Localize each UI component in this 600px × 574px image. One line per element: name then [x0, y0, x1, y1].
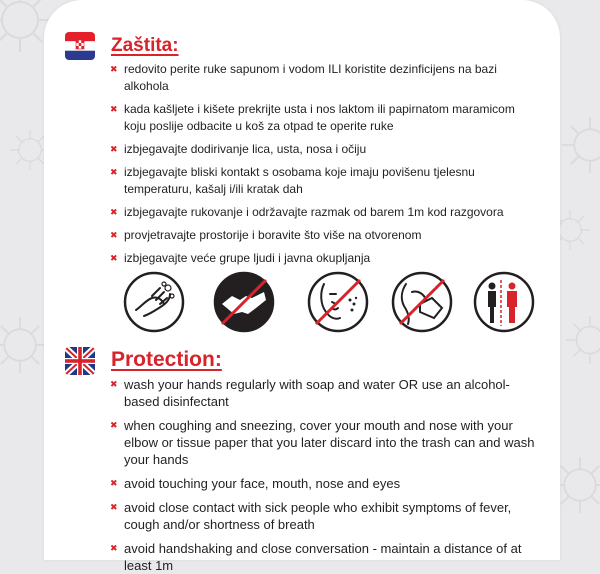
bullet-icon: ✖ [110, 204, 118, 221]
list-item: ✖ avoid handshaking and close conversation - maintain a distance of at least 1m [110, 540, 540, 574]
handwashing-icon [122, 270, 186, 334]
list-item: ✖ provjetravajte prostorije i boravite što više na otvorenom [110, 227, 535, 244]
no-face-touching-icon [306, 270, 370, 334]
bullet-icon: ✖ [110, 141, 118, 158]
list-item: ✖ when coughing and sneezing, cover your mouth and nose with your elbow or tissue paper that you later discard into the trash can and wash your hands [110, 417, 540, 468]
list-item: ✖ izbjegavajte bliski kontakt s osobama koje imaju povišenu tjelesnu temperaturu, kašalj i/ili kratak dah [110, 164, 535, 198]
bullet-icon: ✖ [110, 101, 118, 118]
bullet-icon: ✖ [110, 499, 118, 516]
list-item: ✖ izbjegavajte dodirivanje lica, usta, nosa i očiju [110, 141, 535, 158]
no-handshake-icon [212, 270, 276, 334]
bullet-icon: ✖ [110, 164, 118, 181]
keep-distance-icon [472, 270, 536, 334]
bullet-icon: ✖ [110, 475, 118, 492]
bullet-icon: ✖ [110, 61, 118, 78]
croatia-flag-icon [65, 32, 95, 60]
uk-flag-icon [65, 347, 95, 375]
list-item: ✖ avoid touching your face, mouth, nose and eyes [110, 475, 540, 492]
english-list [110, 376, 540, 574]
croatian-list [110, 61, 535, 267]
virus-decoration-icon [555, 110, 600, 180]
croatian-section-title: Zaštita: [111, 35, 179, 57]
list-item: ✖ kada kašljete i kišete prekrijte usta i nos laktom ili papirnatom maramicom koju poslije odbacite u koš za otpad te operite ruke [110, 101, 535, 135]
cover-sneeze-icon [390, 270, 454, 334]
bullet-icon: ✖ [110, 417, 118, 434]
bullet-icon: ✖ [110, 376, 118, 393]
list-item: ✖ avoid close contact with sick people who exhibit symptoms of fever, cough and/or shortness of breath [110, 499, 540, 533]
english-section-title: Protection: [111, 348, 222, 372]
list-item: ✖ redovito perite ruke sapunom i vodom ILI koristite dezinficijens na bazi alkohola [110, 61, 535, 95]
protection-icons-row [122, 270, 532, 336]
list-item: ✖ wash your hands regularly with soap and water OR use an alcohol-based disinfectant [110, 376, 540, 410]
bullet-icon: ✖ [110, 250, 118, 267]
bullet-icon: ✖ [110, 540, 118, 557]
list-item: ✖ izbjegavajte veće grupe ljudi i javna okupljanja [110, 250, 535, 267]
bullet-icon: ✖ [110, 227, 118, 244]
virus-decoration-icon [560, 310, 600, 370]
list-item: ✖ izbjegavajte rukovanje i održavajte razmak od barem 1m kod razgovora [110, 204, 535, 221]
